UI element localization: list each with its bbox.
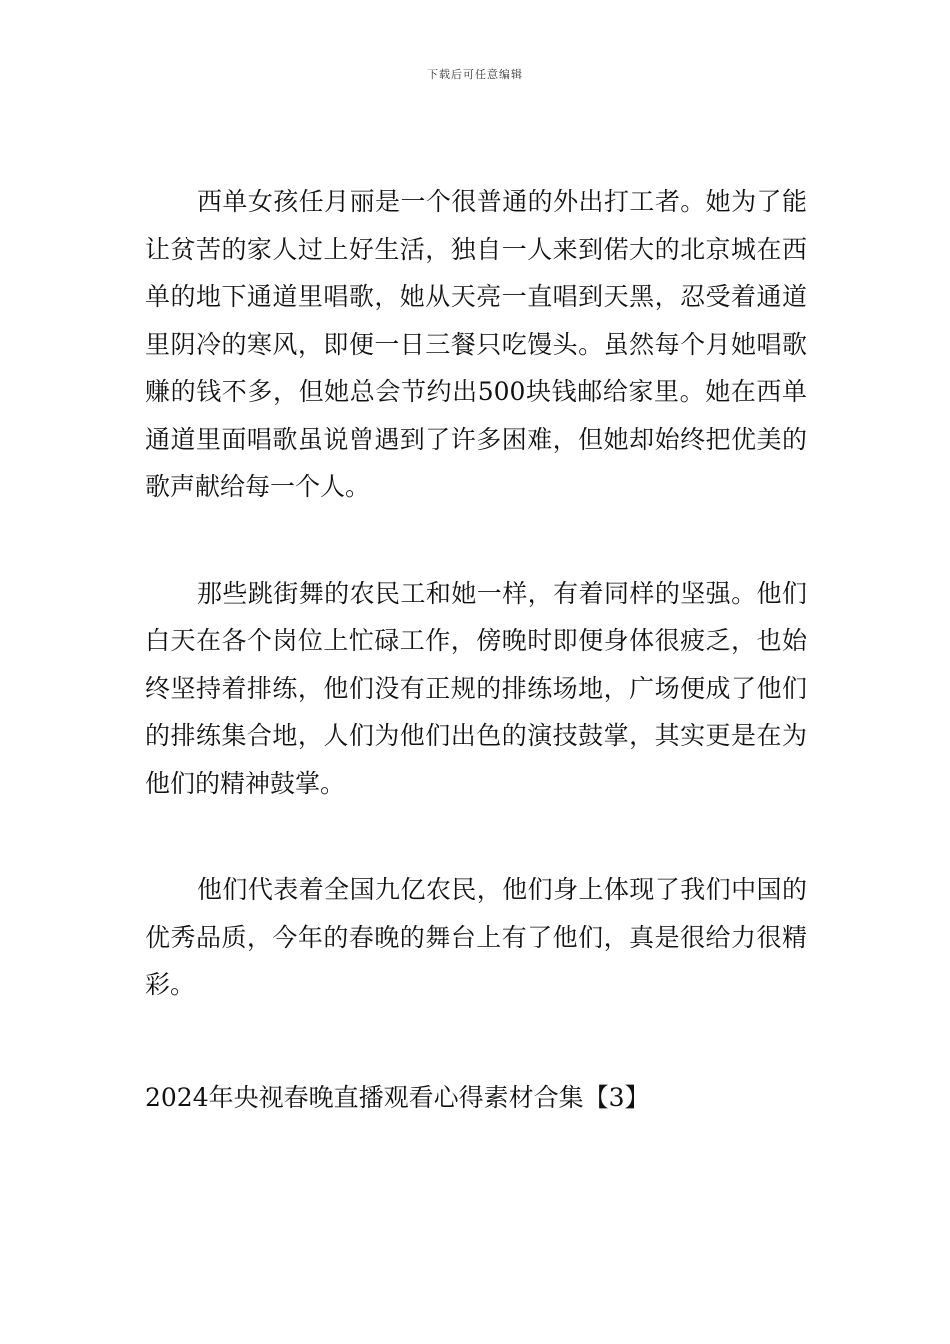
section-heading: 2024年央视春晚直播观看心得素材合集【3】 [145,1083,650,1112]
document-body [145,178,807,1009]
paragraph-3: 他们代表着全国九亿农民，他们身上体现了我们中国的优秀品质，今年的春晚的舞台上有了他们，真是很给力很精彩。 [145,875,807,999]
page-header: 下载后可任意编辑 [427,68,523,81]
paragraph-2: 那些跳街舞的农民工和她一样，有着同样的坚强。他们白天在各个岗位上忙碌工作，傍晚时即便身体很疲乏，也始终坚持着排练，他们没有正规的排练场地，广场便成了他们的排练集合地，人们为他们出色的演技鼓掌，其实更是在为他们的精神鼓掌。 [145,578,807,798]
paragraph-1: 西单女孩任月丽是一个很普通的外出打工者。她为了能让贫苦的家人过上好生活，独自一人来到偌大的北京城在西单的地下通道里唱歌，她从天亮一直唱到天黑，忍受着通道里阴冷的寒风，即便一日三餐只吃馒头。虽然每个月她唱歌赚的钱不多，但她总会节约出500块钱邮给家里。她在西单通道里面唱歌虽说曾遇到了许多困难，但她却始终把优美的歌声献给每一个人。 [145,187,807,501]
